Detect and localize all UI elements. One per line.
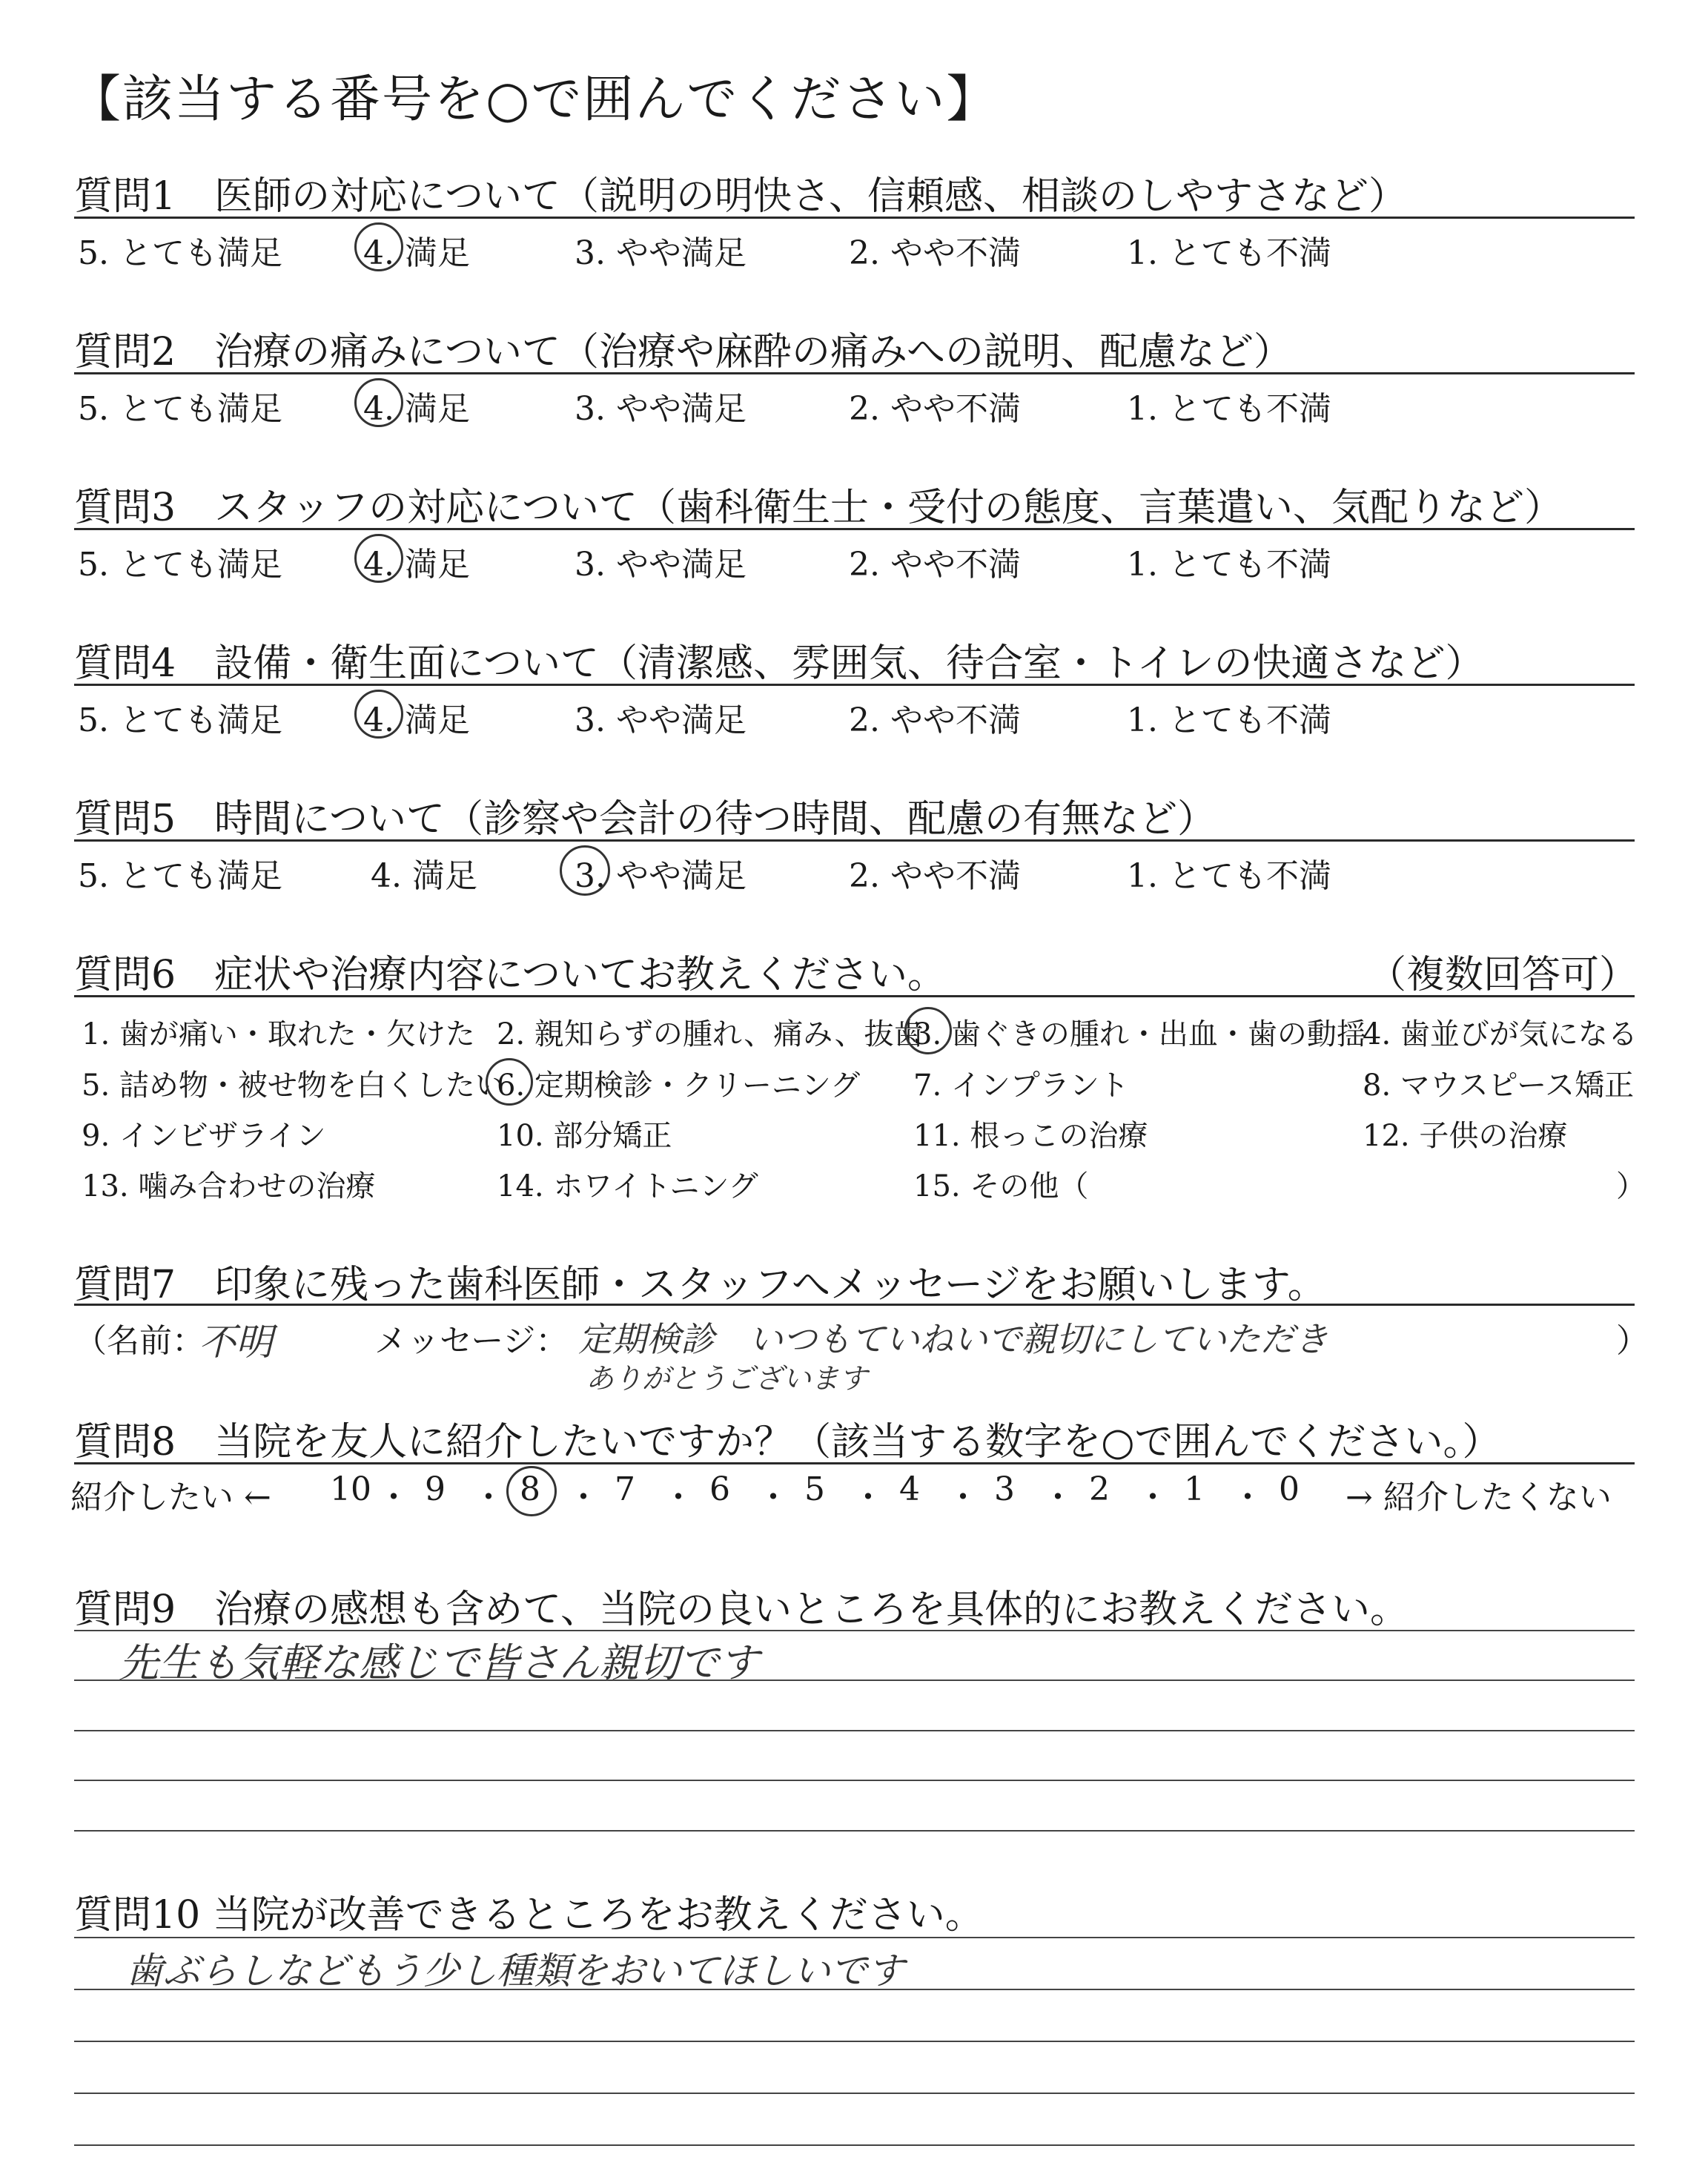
q8-separator-dot: ・ — [472, 1479, 505, 1516]
q5-option-4[interactable]: 4. 満足 — [371, 857, 477, 895]
q9-line-5 — [74, 1830, 1635, 1832]
question-3-title: 質問3 スタッフの対応について（歯科衛生士・受付の態度、言葉遣い、気配りなど） — [74, 486, 1563, 530]
q8-number-0[interactable]: 0 — [1279, 1470, 1300, 1508]
question-6-note: （複数回答可） — [1368, 953, 1638, 997]
question-3-rule — [74, 528, 1635, 530]
q6-option-14[interactable]: 14. ホワイトニング — [497, 1169, 758, 1203]
q7-name-label: （名前： — [74, 1322, 205, 1360]
q6-option-6[interactable]: 6. 定期検診・クリーニング — [497, 1069, 861, 1103]
q2-option-1[interactable]: 1. とても不満 — [1127, 390, 1331, 428]
question-1-rule — [74, 217, 1635, 219]
question-4-rule — [74, 684, 1635, 686]
question-5-title: 質問5 時間について（診察や会計の待つ時間、配慮の有無など） — [74, 797, 1217, 842]
q2-option-2[interactable]: 2. やや不満 — [849, 390, 1021, 428]
question-9-title: 質問9 治療の感想も含めて、当院の良いところを具体的にお教えください。 — [74, 1588, 1409, 1632]
q9-line-4 — [74, 1780, 1635, 1781]
q4-option-2[interactable]: 2. やや不満 — [849, 701, 1021, 739]
question-4-title: 質問4 設備・衛生面について（清潔感、雰囲気、待合室・トイレの快適さなど） — [74, 641, 1484, 686]
q6-option-13[interactable]: 13. 噛み合わせの治療 — [82, 1169, 376, 1203]
question-2-rule — [74, 372, 1635, 374]
q5-option-1[interactable]: 1. とても不満 — [1127, 857, 1331, 895]
question-10-title: 質問10 当院が改善できるところをお教えください。 — [74, 1893, 984, 1938]
question-2-title: 質問2 治療の痛みについて（治療や麻酔の痛みへの説明、配慮など） — [74, 330, 1293, 374]
question-7-rule — [74, 1304, 1635, 1306]
question-6-title: 質問6 症状や治療内容についてお教えください。 — [74, 953, 947, 997]
question-5-rule — [74, 839, 1635, 842]
q3-option-5[interactable]: 5. とても満足 — [78, 546, 282, 584]
q6-option-4[interactable]: 4. 歯並びが気になる — [1363, 1017, 1638, 1051]
q8-separator-dot: ・ — [1042, 1479, 1074, 1516]
q3-option-3[interactable]: 3. やや満足 — [575, 546, 747, 584]
q1-option-3[interactable]: 3. やや満足 — [575, 234, 747, 272]
q5-option-3[interactable]: 3. やや満足 — [575, 857, 747, 895]
question-8-title: 質問8 当院を友人に紹介したいですか？（該当する数字を○で囲んでください。） — [74, 1420, 1501, 1464]
q4-option-5[interactable]: 5. とても満足 — [78, 701, 282, 739]
q1-selection-circle — [354, 222, 403, 271]
q4-selection-circle — [354, 690, 403, 739]
q3-option-1[interactable]: 1. とても不満 — [1127, 546, 1331, 584]
q10-line-1 — [74, 1937, 1635, 1938]
q8-separator-dot: ・ — [662, 1479, 695, 1516]
q8-separator-dot: ・ — [1231, 1479, 1264, 1516]
q7-message-line-1[interactable]: 定期検診 いつもていねいで親切にしていただき — [578, 1319, 1328, 1359]
q3-option-2[interactable]: 2. やや不満 — [849, 546, 1021, 584]
q7-message-line-2[interactable]: ありがとうございます — [586, 1362, 868, 1395]
q8-number-5[interactable]: 5 — [804, 1470, 825, 1508]
q8-separator-dot: ・ — [852, 1479, 884, 1516]
q4-option-3[interactable]: 3. やや満足 — [575, 701, 747, 739]
q6-selection-circle-6 — [486, 1058, 533, 1106]
q8-separator-dot: ・ — [377, 1479, 410, 1516]
q8-number-9[interactable]: 9 — [425, 1470, 446, 1508]
q8-number-1[interactable]: 1 — [1184, 1470, 1205, 1508]
page-heading: 【該当する番号を○で囲んでください】 — [70, 70, 999, 129]
question-1-title: 質問1 医師の対応について（説明の明快さ、信頼感、相談のしやすさなど） — [74, 174, 1407, 219]
q6-option-8[interactable]: 8. マウスピース矯正 — [1363, 1069, 1635, 1103]
q6-option-15-close: ） — [1616, 1169, 1646, 1203]
q6-option-5[interactable]: 5. 詰め物・被せ物を白くしたい — [82, 1069, 505, 1103]
q8-number-7[interactable]: 7 — [615, 1470, 635, 1508]
q3-selection-circle — [354, 534, 403, 583]
q6-option-7[interactable]: 7. インプラント — [913, 1069, 1129, 1103]
q2-option-5[interactable]: 5. とても満足 — [78, 390, 282, 428]
q10-answer[interactable]: 歯ぶらしなどもう少し種類をおいてほしいです — [126, 1949, 904, 1992]
q8-number-10[interactable]: 10 — [330, 1470, 371, 1508]
q8-number-3[interactable]: 3 — [994, 1470, 1015, 1508]
q10-line-4 — [74, 2093, 1635, 2094]
q8-number-6[interactable]: 6 — [709, 1470, 730, 1508]
q7-name-value[interactable]: 不明 — [199, 1321, 273, 1364]
q8-left-label: 紹介したい ← — [70, 1479, 271, 1516]
q8-number-4[interactable]: 4 — [899, 1470, 920, 1508]
q4-option-1[interactable]: 1. とても不満 — [1127, 701, 1331, 739]
q6-option-12[interactable]: 12. 子供の治療 — [1363, 1119, 1568, 1153]
q5-option-2[interactable]: 2. やや不満 — [849, 857, 1021, 895]
q8-selection-circle — [506, 1466, 557, 1516]
q10-line-5 — [74, 2144, 1635, 2146]
q6-option-9[interactable]: 9. インビザライン — [82, 1119, 326, 1153]
q8-number-8[interactable]: 8 — [520, 1470, 540, 1508]
q6-option-11[interactable]: 11. 根っこの治療 — [913, 1119, 1148, 1153]
q8-right-label: → 紹介したくない — [1345, 1479, 1612, 1516]
q1-option-2[interactable]: 2. やや不満 — [849, 234, 1021, 272]
q10-line-2 — [74, 1989, 1635, 1990]
q1-option-4[interactable]: 4. 満足 — [363, 234, 470, 272]
q8-separator-dot: ・ — [947, 1479, 979, 1516]
q8-separator-dot: ・ — [567, 1479, 600, 1516]
q2-option-3[interactable]: 3. やや満足 — [575, 390, 747, 428]
q7-message-label: メッセージ： — [374, 1322, 569, 1360]
q6-selection-circle-3 — [904, 1007, 952, 1054]
q8-separator-dot: ・ — [1136, 1479, 1169, 1516]
question-6-rule — [74, 995, 1635, 997]
q6-option-1[interactable]: 1. 歯が痛い・取れた・欠けた — [82, 1017, 475, 1051]
q6-option-15[interactable]: 15. その他（ — [913, 1169, 1089, 1203]
q8-separator-dot: ・ — [757, 1479, 790, 1516]
q2-option-4[interactable]: 4. 満足 — [363, 390, 470, 428]
q3-option-4[interactable]: 4. 満足 — [363, 546, 470, 584]
q4-option-4[interactable]: 4. 満足 — [363, 701, 470, 739]
q6-option-10[interactable]: 10. 部分矯正 — [497, 1119, 672, 1153]
q5-option-5[interactable]: 5. とても満足 — [78, 857, 282, 895]
q8-number-2[interactable]: 2 — [1089, 1470, 1110, 1508]
q7-close-paren: ） — [1616, 1322, 1649, 1360]
q9-line-3 — [74, 1730, 1635, 1731]
q1-option-5[interactable]: 5. とても満足 — [78, 234, 282, 272]
q1-option-1[interactable]: 1. とても不満 — [1127, 234, 1331, 272]
q6-option-3[interactable]: 3. 歯ぐきの腫れ・出血・歯の動揺 — [913, 1017, 1366, 1051]
q10-line-3 — [74, 2041, 1635, 2042]
q2-selection-circle — [354, 378, 403, 427]
q9-answer[interactable]: 先生も気軽な感じで皆さん親切です — [119, 1639, 759, 1686]
q9-line-2 — [74, 1680, 1635, 1681]
q6-option-2[interactable]: 2. 親知らずの腫れ、痛み、抜歯 — [497, 1017, 924, 1051]
question-7-title: 質問7 印象に残った歯科医師・スタッフへメッセージをお願いします。 — [74, 1263, 1326, 1307]
question-8-rule — [74, 1462, 1635, 1464]
q5-selection-circle — [560, 845, 610, 896]
